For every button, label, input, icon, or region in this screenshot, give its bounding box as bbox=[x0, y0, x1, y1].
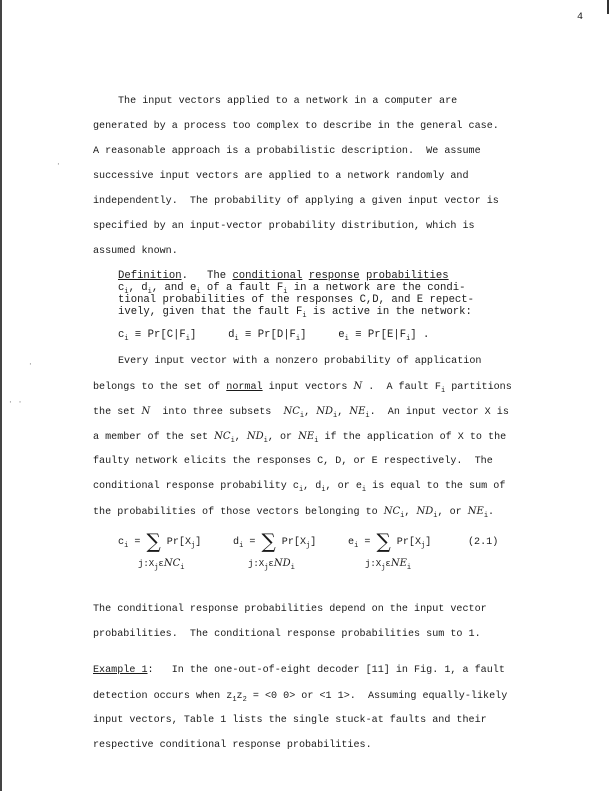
text-line bbox=[93, 171, 469, 183]
text-run: ] bbox=[310, 537, 317, 548]
text-run: assumed known. bbox=[93, 246, 178, 257]
equation-number: (2.1) bbox=[468, 537, 499, 548]
text-line bbox=[93, 121, 499, 133]
text-run: : In the one-out-of-eight decoder [11] in Fig. 1, a fault bbox=[147, 665, 505, 676]
text-run: j:X bbox=[138, 559, 155, 569]
underlined-term: Example 1 bbox=[93, 665, 148, 676]
subscript: 2 bbox=[242, 696, 247, 704]
subscript: i bbox=[196, 288, 201, 296]
text-line bbox=[93, 481, 505, 493]
text-run: , bbox=[337, 407, 350, 418]
subscript: i bbox=[290, 564, 295, 572]
subscript: i bbox=[302, 312, 307, 320]
subscript: i bbox=[433, 512, 438, 520]
equation-term-c bbox=[118, 529, 202, 553]
scan-edge-left bbox=[0, 0, 2, 791]
subscript: i bbox=[124, 288, 129, 296]
text-run: = bbox=[128, 537, 147, 548]
text-line bbox=[118, 306, 472, 318]
text-run: , or e bbox=[325, 481, 362, 492]
subscript: i bbox=[239, 542, 244, 550]
scan-speck: · · bbox=[8, 398, 23, 407]
text-run: c bbox=[118, 537, 125, 548]
text-line bbox=[93, 381, 512, 394]
subscript: i bbox=[400, 512, 405, 520]
text-line bbox=[118, 96, 457, 108]
subscript: j bbox=[381, 564, 386, 572]
text-run: respective conditional response probabilities. bbox=[93, 740, 372, 751]
text-run: independently. The probability of applying a given input vector is bbox=[93, 196, 499, 207]
subscript: i bbox=[283, 288, 288, 296]
subscript: j bbox=[191, 542, 196, 550]
text-line bbox=[93, 665, 505, 677]
subscript: i bbox=[354, 542, 359, 550]
text-run: into three subsets bbox=[150, 407, 284, 418]
text-line bbox=[93, 196, 499, 208]
subscript: i bbox=[321, 486, 326, 494]
subscript: i bbox=[230, 437, 235, 445]
underlined-term: conditional bbox=[232, 270, 303, 282]
text-run: partitions bbox=[445, 382, 512, 393]
text-run: specified by an input-vector probability distribution, which is bbox=[93, 221, 475, 232]
summation-icon: ∑ bbox=[376, 529, 391, 553]
subscript: i bbox=[440, 387, 446, 395]
set-symbol: NE bbox=[390, 558, 407, 569]
text-run: successive input vectors are applied to a network randomly and bbox=[93, 171, 469, 182]
text-run: ε bbox=[268, 559, 274, 569]
text-run: detection occurs when z bbox=[93, 691, 233, 702]
equation-range-e bbox=[365, 558, 412, 572]
text-line bbox=[93, 691, 507, 703]
text-run: The input vectors applied to a network in a computer are bbox=[118, 96, 458, 107]
subscript: i bbox=[299, 412, 305, 420]
text-run: , d bbox=[128, 282, 148, 294]
text-run: input vectors, Table 1 lists the single stuck-at faults and their bbox=[93, 715, 487, 726]
underlined-term: probabilities bbox=[365, 270, 449, 282]
text-run: is active in the network: bbox=[306, 306, 472, 318]
set-symbol: NC bbox=[383, 506, 401, 517]
text-run: ] e bbox=[300, 329, 345, 341]
text-line bbox=[93, 246, 178, 258]
definition-formula bbox=[118, 329, 429, 341]
set-symbol: NC bbox=[283, 406, 300, 417]
subscript: i bbox=[406, 335, 411, 343]
text-run: , or bbox=[267, 432, 299, 443]
text-run: ≡ Pr[C|F bbox=[128, 329, 186, 341]
subscript: 1 bbox=[232, 696, 237, 704]
text-run: The conditional response probabilities depend on the input vector bbox=[93, 604, 487, 615]
text-run: if the application of X to the bbox=[318, 432, 507, 443]
subscript: j bbox=[154, 564, 159, 572]
text-run: d bbox=[233, 537, 240, 548]
text-run: the probabilities of those vectors belonging to bbox=[93, 507, 384, 518]
text-run: is equal to the sum of bbox=[366, 481, 506, 492]
text-run: . bbox=[488, 507, 495, 518]
subscript: i bbox=[344, 335, 349, 343]
text-run: Every input vector with a nonzero probability of application bbox=[118, 356, 482, 367]
subscript: i bbox=[234, 335, 239, 343]
set-symbol: NE bbox=[467, 506, 484, 517]
subscript: i bbox=[333, 412, 338, 420]
text-run: , or bbox=[437, 507, 468, 518]
text-run: , d bbox=[303, 481, 322, 492]
subscript: j bbox=[264, 564, 269, 572]
equation-term-d bbox=[233, 529, 317, 553]
text-line bbox=[93, 456, 493, 468]
set-symbol: ND bbox=[273, 558, 291, 569]
subscript: i bbox=[298, 486, 304, 494]
equation-range-d bbox=[248, 558, 295, 572]
text-run: , bbox=[404, 507, 417, 518]
text-run: ε bbox=[385, 559, 391, 569]
subscript: i bbox=[406, 564, 412, 572]
text-run: c bbox=[118, 329, 125, 341]
text-run: the set bbox=[93, 407, 142, 418]
text-run: ] . bbox=[410, 329, 430, 341]
text-line bbox=[93, 715, 487, 727]
text-run: z bbox=[236, 691, 243, 702]
scan-speck: · bbox=[56, 160, 61, 169]
subscript: j bbox=[421, 542, 426, 550]
subscript: i bbox=[147, 288, 152, 296]
text-run: faulty network elicits the responses C, D, or E respectively. The bbox=[93, 456, 493, 467]
text-run: = bbox=[243, 537, 262, 548]
set-symbol: N bbox=[353, 381, 363, 392]
underlined-term: Definition bbox=[118, 270, 182, 282]
subscript: i bbox=[124, 335, 129, 343]
scan-speck: · bbox=[28, 360, 33, 369]
text-run: input vectors bbox=[262, 382, 354, 393]
text-run: j:X bbox=[248, 559, 265, 569]
text-line bbox=[118, 294, 474, 306]
subscript: i bbox=[483, 512, 489, 520]
subscript: i bbox=[365, 412, 370, 420]
text-run: . The bbox=[181, 270, 233, 282]
set-symbol: NE bbox=[298, 431, 315, 442]
summation-icon: ∑ bbox=[261, 529, 276, 553]
text-run: probabilities. The conditional response probabilities sum to 1. bbox=[93, 629, 481, 640]
set-symbol: ND bbox=[246, 431, 264, 442]
text-line bbox=[118, 356, 481, 368]
scan-edge-right bbox=[607, 0, 609, 14]
text-run: = bbox=[358, 537, 377, 548]
underlined-term: response bbox=[308, 270, 360, 282]
subscript: i bbox=[295, 335, 301, 343]
text-run: ] bbox=[195, 537, 202, 548]
text-run: ] d bbox=[189, 329, 235, 341]
text-line bbox=[93, 146, 481, 158]
text-run: , and e bbox=[151, 282, 197, 294]
text-run: c bbox=[118, 282, 125, 294]
text-run: ≡ Pr[D|F bbox=[238, 329, 296, 341]
subscript: i bbox=[314, 437, 319, 445]
set-symbol: ND bbox=[316, 406, 333, 417]
text-run: e bbox=[348, 537, 355, 548]
equation-range-c bbox=[138, 558, 185, 572]
text-run: of a fault F bbox=[200, 282, 284, 294]
page-number: 4 bbox=[577, 12, 584, 23]
text-line bbox=[93, 221, 475, 233]
text-run: ≡ Pr[E|F bbox=[348, 329, 407, 341]
underlined-term: normal bbox=[226, 382, 263, 393]
set-symbol: ND bbox=[416, 506, 434, 517]
text-run: A reasonable approach is a probabilistic description. We assume bbox=[93, 146, 481, 157]
equation-term-e bbox=[348, 529, 432, 553]
text-run: a member of the set bbox=[93, 432, 215, 443]
subscript: i bbox=[263, 437, 268, 445]
subscript: i bbox=[361, 486, 367, 494]
text-run: ] bbox=[425, 537, 432, 548]
text-run: ε bbox=[158, 559, 164, 569]
text-run: . A fault F bbox=[362, 382, 441, 393]
text-run: , bbox=[234, 432, 247, 443]
text-run: Pr[X bbox=[390, 537, 422, 548]
subscript: i bbox=[185, 335, 190, 343]
text-run: Pr[X bbox=[160, 537, 192, 548]
subscript: j bbox=[306, 542, 311, 550]
set-symbol: NE bbox=[349, 406, 366, 417]
text-line bbox=[93, 431, 506, 444]
text-line bbox=[93, 506, 494, 519]
text-run: j:X bbox=[365, 559, 382, 569]
text-run: in a network are the condi- bbox=[287, 282, 466, 294]
subscript: i bbox=[180, 564, 185, 572]
text-run: tional probabilities of the responses C,D, and E repect- bbox=[118, 294, 475, 306]
subscript: i bbox=[124, 542, 129, 550]
text-line bbox=[93, 406, 509, 419]
set-symbol: NC bbox=[214, 431, 231, 442]
text-run: Pr[X bbox=[275, 537, 307, 548]
text-run: conditional response probability c bbox=[93, 481, 299, 492]
text-run: , bbox=[304, 407, 317, 418]
text-run: belongs to the set of bbox=[93, 382, 227, 393]
text-line bbox=[93, 629, 481, 641]
text-line bbox=[93, 604, 487, 616]
text-run: . An input vector X is bbox=[369, 407, 509, 418]
text-run: generated by a process too complex to describe in the general case. bbox=[93, 121, 499, 132]
text-line bbox=[93, 740, 372, 752]
text-line bbox=[118, 270, 449, 282]
text-run: ively, given that the fault F bbox=[118, 306, 303, 318]
set-symbol: N bbox=[141, 406, 151, 417]
text-run: = <0 0> or <1 1>. Assuming equally-likely bbox=[246, 691, 508, 702]
summation-icon: ∑ bbox=[146, 529, 161, 553]
text-line bbox=[118, 282, 465, 294]
set-symbol: NC bbox=[163, 558, 181, 569]
